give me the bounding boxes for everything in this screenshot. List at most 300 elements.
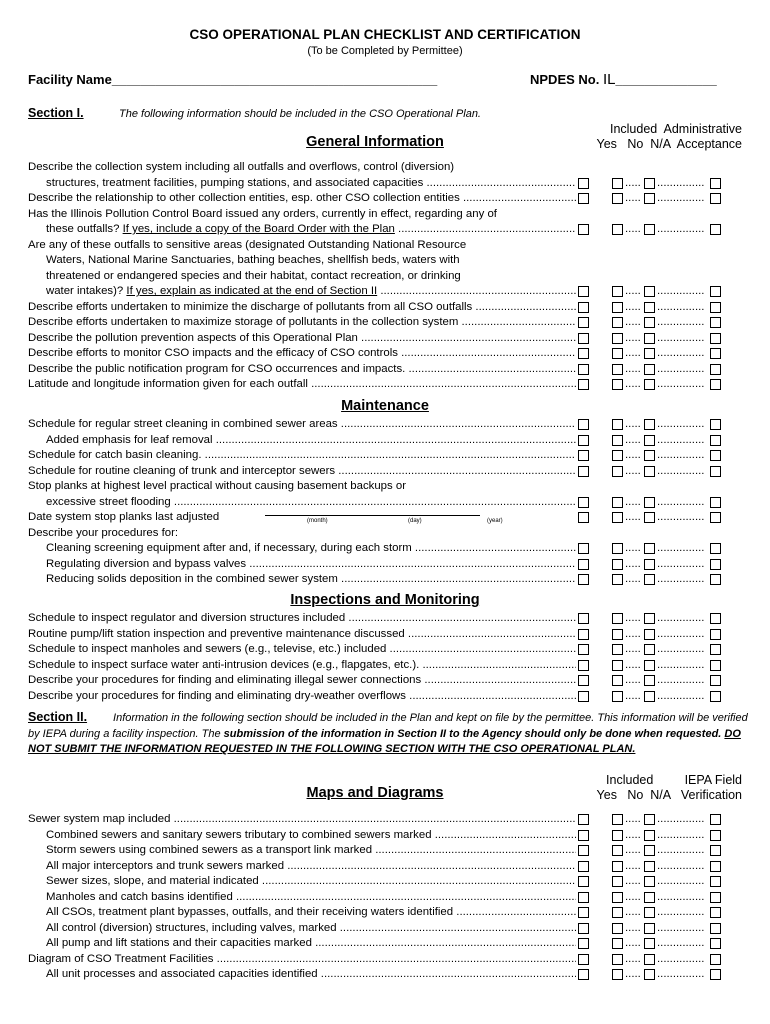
item-label: Diagram of CSO Treatment Facilities	[28, 952, 214, 965]
checklist-row	[28, 433, 728, 449]
item-instruction: If yes, explain as indicated at the end of Section II	[126, 285, 378, 297]
na-checkbox[interactable]	[644, 923, 655, 934]
na-checkbox[interactable]	[644, 691, 655, 702]
yes-checkbox[interactable]	[578, 861, 589, 872]
na-checkbox[interactable]	[644, 497, 655, 508]
leader-dots: ...............	[657, 921, 705, 934]
acceptance-checkbox[interactable]	[710, 286, 721, 297]
leader-dots: .....	[625, 300, 641, 313]
yes-checkbox[interactable]	[578, 512, 589, 523]
leader-dots: ...............	[657, 464, 705, 477]
leader-dots: ...............	[657, 347, 705, 359]
item-label: Schedule for regular street cleaning in combined sewer areas	[28, 418, 338, 430]
acceptance-checkbox[interactable]	[710, 193, 721, 204]
na-checkbox[interactable]	[644, 364, 655, 375]
acceptance-checkbox[interactable]	[710, 923, 721, 934]
checklist-row	[28, 207, 728, 223]
no-checkbox[interactable]	[612, 861, 623, 872]
checklist-item-text	[28, 689, 576, 705]
na-checkbox[interactable]	[644, 333, 655, 344]
yes-checkbox[interactable]	[578, 364, 589, 375]
na-checkbox[interactable]	[644, 660, 655, 671]
checklist-item-text	[28, 300, 576, 316]
leader-dots: ...............	[657, 285, 705, 297]
checklist-row	[28, 859, 728, 875]
acceptance-checkbox[interactable]	[710, 613, 721, 624]
no-checkbox[interactable]	[612, 512, 623, 523]
leader-dots: .....	[625, 378, 641, 390]
acceptance-checkbox[interactable]	[710, 814, 721, 825]
no-checkbox[interactable]	[612, 364, 623, 375]
acceptance-checkbox[interactable]	[710, 450, 721, 461]
yes-checkbox[interactable]	[578, 302, 589, 313]
yes-checkbox[interactable]	[578, 224, 589, 235]
checklist-item-text	[28, 812, 576, 828]
checklist-row	[28, 967, 728, 983]
no-checkbox[interactable]	[612, 954, 623, 965]
section-2-label: Section II.	[28, 710, 88, 724]
checklist-row	[28, 315, 728, 331]
checklist-item-text	[28, 526, 576, 542]
yes-checkbox[interactable]	[578, 450, 589, 461]
item-label: Latitude and longitude information given for each outfall	[28, 378, 308, 390]
yes-checkbox[interactable]	[578, 938, 589, 949]
acceptance-checkbox[interactable]	[710, 830, 721, 841]
acceptance-checkbox[interactable]	[710, 938, 721, 949]
yes-checkbox[interactable]	[578, 845, 589, 856]
section-2-note-bold: submission of the information in Section II to the Agency should only be done when requested.	[223, 727, 722, 740]
leader-dots: ...............	[657, 828, 705, 841]
na-checkbox[interactable]	[644, 938, 655, 949]
no-checkbox[interactable]	[612, 574, 623, 585]
leader-dots: ...............	[657, 192, 705, 204]
item-label: All major interceptors and trunk sewers marked	[46, 859, 285, 872]
leader-dots: ...............	[657, 362, 705, 375]
na-checkbox[interactable]	[644, 629, 655, 640]
acceptance-checkbox[interactable]	[710, 497, 721, 508]
acceptance-checkbox[interactable]	[710, 969, 721, 980]
checklist-row	[28, 238, 728, 254]
checklist-row	[28, 284, 728, 300]
checklist-row	[28, 222, 728, 238]
no-checkbox[interactable]	[612, 660, 623, 671]
yes-checkbox[interactable]	[578, 466, 589, 477]
item-instruction: If yes, include a copy of the Board Order with the Plan	[122, 223, 395, 235]
acceptance-checkbox[interactable]	[710, 224, 721, 235]
leader-dots: .....	[625, 968, 641, 980]
no-checkbox[interactable]	[612, 629, 623, 640]
checklist-item-text	[46, 874, 576, 890]
leader-dots: .....	[625, 875, 641, 887]
yes-checkbox[interactable]	[578, 333, 589, 344]
item-label: Schedule for routine cleaning of trunk and interceptor sewers	[28, 464, 336, 477]
no-checkbox[interactable]	[612, 938, 623, 949]
item-label: Describe the collection system including all outfalls and overflows, control (diversion)	[28, 161, 455, 173]
leader-dots: .....	[625, 828, 641, 841]
leader-dots: ...............	[657, 176, 705, 189]
no-checkbox[interactable]	[612, 559, 623, 570]
acceptance-checkbox[interactable]	[710, 379, 721, 390]
checklist-row	[28, 479, 728, 495]
no-checkbox[interactable]	[612, 907, 623, 918]
item-label: Has the Illinois Pollution Control Board issued any orders, currently in effect, regarding any of	[28, 207, 497, 220]
yes-checkbox[interactable]	[578, 559, 589, 570]
yes-checkbox[interactable]	[578, 193, 589, 204]
facility-name-label: Facility Name	[28, 72, 112, 87]
checklist-row	[28, 936, 728, 952]
checklist-row	[28, 627, 728, 643]
leader-dots: .....	[625, 844, 641, 856]
yes-checkbox[interactable]	[578, 954, 589, 965]
leader-dots: .....	[625, 627, 641, 640]
checklist-item-text	[46, 253, 576, 269]
checklist-item-text	[28, 191, 576, 207]
acceptance-checkbox[interactable]	[710, 861, 721, 872]
item-label: Sewer sizes, slope, and material indicated	[46, 875, 259, 887]
checklist-item-text	[46, 495, 576, 511]
checklist-item-text	[28, 952, 576, 968]
acceptance-checkbox[interactable]	[710, 691, 721, 702]
na-checkbox[interactable]	[644, 466, 655, 477]
checklist-row	[28, 464, 728, 480]
checklist-item-text	[28, 673, 576, 689]
na-checkbox[interactable]	[644, 419, 655, 430]
no-checkbox[interactable]	[612, 613, 623, 624]
na-checkbox[interactable]	[644, 830, 655, 841]
leader-dots: ...............	[657, 433, 705, 446]
yes-checkbox[interactable]	[578, 178, 589, 189]
leader-dots: ...............	[657, 627, 705, 640]
no-checkbox[interactable]	[612, 497, 623, 508]
leader-dots: ...............	[657, 511, 705, 523]
yes-checkbox[interactable]	[578, 969, 589, 980]
yes-checkbox[interactable]	[578, 876, 589, 887]
no-checkbox[interactable]	[612, 379, 623, 390]
checklist-item-text	[28, 479, 576, 495]
item-label: Sewer system map included	[28, 813, 171, 825]
na-checkbox[interactable]	[644, 512, 655, 523]
na-checkbox[interactable]	[644, 814, 655, 825]
na-checkbox[interactable]	[644, 348, 655, 359]
item-label: these outfalls?	[46, 223, 123, 235]
no-checkbox[interactable]	[612, 193, 623, 204]
column-header-options: Yes No N/A Acceptance	[596, 137, 742, 151]
no-checkbox[interactable]	[612, 845, 623, 856]
section-1-note: The following information should be included in the CSO Operational Plan.	[119, 108, 481, 120]
leader-dots: .....	[625, 192, 641, 204]
checklist-row	[28, 673, 728, 689]
yes-checkbox[interactable]	[578, 907, 589, 918]
checklist-row	[28, 448, 728, 464]
item-label: Describe your procedures for:	[28, 526, 179, 539]
leader-dots: .....	[625, 906, 641, 918]
leader-dots: .....	[625, 511, 641, 523]
no-checkbox[interactable]	[612, 317, 623, 328]
no-checkbox[interactable]	[612, 830, 623, 841]
na-checkbox[interactable]	[644, 543, 655, 554]
leader-dots: ...............	[657, 612, 705, 624]
na-checkbox[interactable]	[644, 644, 655, 655]
na-checkbox[interactable]	[644, 435, 655, 446]
yes-checkbox[interactable]	[578, 660, 589, 671]
acceptance-checkbox[interactable]	[710, 317, 721, 328]
leader-dots: ...............	[657, 449, 705, 461]
acceptance-checkbox[interactable]	[710, 892, 721, 903]
acceptance-checkbox[interactable]	[710, 629, 721, 640]
leader-dots: .....	[625, 331, 641, 344]
checklist-row	[28, 495, 728, 511]
leader-dots: .....	[625, 674, 641, 686]
leader-dots: .....	[625, 495, 641, 508]
na-checkbox[interactable]	[644, 613, 655, 624]
acceptance-checkbox[interactable]	[710, 660, 721, 671]
item-label: Added emphasis for leaf removal	[46, 433, 213, 446]
no-checkbox[interactable]	[612, 178, 623, 189]
na-checkbox[interactable]	[644, 450, 655, 461]
document-subtitle: (To be Completed by Permittee)	[307, 45, 463, 57]
checklist-row	[28, 526, 728, 542]
leader-dots: .....	[625, 542, 641, 554]
item-label: Manholes and catch basins identified	[46, 890, 233, 903]
acceptance-checkbox[interactable]	[710, 466, 721, 477]
na-checkbox[interactable]	[644, 876, 655, 887]
na-checkbox[interactable]	[644, 178, 655, 189]
yes-checkbox[interactable]	[578, 286, 589, 297]
checklist-item-text	[28, 346, 576, 362]
item-label: Schedule for catch basin cleaning.	[28, 449, 202, 461]
yes-checkbox[interactable]	[578, 543, 589, 554]
no-checkbox[interactable]	[612, 450, 623, 461]
checklist-item-text	[28, 331, 576, 347]
section-2-note-text: Information in the following section should be included in the Plan and kept on file by the permittee. This information will be verified by IEPA during a facility inspection. The	[28, 712, 748, 740]
no-checkbox[interactable]	[612, 302, 623, 313]
checklist-row	[28, 362, 728, 378]
acceptance-checkbox[interactable]	[710, 543, 721, 554]
npdes-line: ______________	[615, 72, 717, 87]
yes-checkbox[interactable]	[578, 613, 589, 624]
leader-dots: .....	[625, 347, 641, 359]
leader-dots: .....	[625, 418, 641, 430]
no-checkbox[interactable]	[612, 923, 623, 934]
acceptance-checkbox[interactable]	[710, 644, 721, 655]
na-checkbox[interactable]	[644, 317, 655, 328]
no-checkbox[interactable]	[612, 466, 623, 477]
checklist-row	[28, 611, 728, 627]
no-checkbox[interactable]	[612, 543, 623, 554]
no-checkbox[interactable]	[612, 814, 623, 825]
acceptance-checkbox[interactable]	[710, 302, 721, 313]
no-checkbox[interactable]	[612, 691, 623, 702]
leader-dots: .....	[625, 362, 641, 375]
na-checkbox[interactable]	[644, 892, 655, 903]
na-checkbox[interactable]	[644, 559, 655, 570]
acceptance-checkbox[interactable]	[710, 364, 721, 375]
checklist-row	[28, 346, 728, 362]
na-checkbox[interactable]	[644, 286, 655, 297]
na-checkbox[interactable]	[644, 969, 655, 980]
leader-dots: .....	[625, 859, 641, 872]
npdes-number-field[interactable]	[530, 72, 717, 88]
checklist-item-text	[28, 207, 576, 223]
leader-dots: ...............	[657, 331, 705, 344]
leader-dots: ...............	[657, 316, 705, 328]
yes-checkbox[interactable]	[578, 379, 589, 390]
leader-dots: .....	[625, 612, 641, 624]
leader-dots: .....	[625, 937, 641, 949]
no-checkbox[interactable]	[612, 286, 623, 297]
column-header-included-2: Included IEPA Field	[606, 773, 742, 787]
maps-diagrams-heading: Maps and Diagrams	[306, 785, 444, 801]
yes-checkbox[interactable]	[578, 629, 589, 640]
acceptance-checkbox[interactable]	[710, 907, 721, 918]
checklist-item-text	[28, 642, 576, 658]
acceptance-checkbox[interactable]	[710, 559, 721, 570]
acceptance-checkbox[interactable]	[710, 435, 721, 446]
acceptance-checkbox[interactable]	[710, 845, 721, 856]
checklist-row	[28, 689, 728, 705]
acceptance-checkbox[interactable]	[710, 419, 721, 430]
npdes-prefix: IL	[602, 71, 616, 88]
na-checkbox[interactable]	[644, 954, 655, 965]
acceptance-checkbox[interactable]	[710, 348, 721, 359]
item-label: All unit processes and associated capacities identified	[46, 968, 318, 980]
item-label: Waters, National Marine Sanctuaries, bathing beaches, shellfish beds, waters with	[46, 254, 460, 266]
checklist-item-text	[46, 843, 576, 859]
acceptance-checkbox[interactable]	[710, 954, 721, 965]
facility-name-field[interactable]	[28, 72, 437, 88]
item-label: Regulating diversion and bypass valves	[46, 557, 247, 570]
na-checkbox[interactable]	[644, 302, 655, 313]
section-2-warning: DO NOT SUBMIT THE INFORMATION REQUESTED IN THE FOLLOWING SECTION WITH THE CSO OPERATIONAL PLAN.	[28, 727, 741, 755]
date-day-label: (day)	[408, 518, 422, 524]
checklist-row	[28, 905, 728, 921]
yes-checkbox[interactable]	[578, 419, 589, 430]
yes-checkbox[interactable]	[578, 691, 589, 702]
leader-dots: ...............	[657, 378, 705, 390]
no-checkbox[interactable]	[612, 419, 623, 430]
checklist-item-text	[46, 433, 576, 449]
no-checkbox[interactable]	[612, 892, 623, 903]
yes-checkbox[interactable]	[578, 892, 589, 903]
checklist-item-text	[46, 269, 576, 285]
column-header-included: Included Administrative	[609, 122, 742, 136]
leader-dots: .....	[625, 557, 641, 570]
no-checkbox[interactable]	[612, 224, 623, 235]
no-checkbox[interactable]	[612, 435, 623, 446]
leader-dots: .....	[625, 643, 641, 655]
checklist-row	[28, 417, 728, 433]
item-label: All CSOs, treatment plant bypasses, outfalls, and their receiving waters identified	[46, 906, 454, 918]
yes-checkbox[interactable]	[578, 644, 589, 655]
checklist-item-text	[28, 658, 576, 674]
yes-checkbox[interactable]	[578, 675, 589, 686]
checklist-row	[28, 269, 728, 285]
yes-checkbox[interactable]	[578, 497, 589, 508]
checklist-row	[28, 377, 728, 393]
checklist-row	[28, 572, 728, 588]
checklist-item-text	[28, 627, 576, 643]
checklist-item-text	[46, 222, 576, 238]
checklist-item-text	[46, 905, 576, 921]
no-checkbox[interactable]	[612, 348, 623, 359]
yes-checkbox[interactable]	[578, 830, 589, 841]
checklist-item-text	[28, 362, 576, 378]
checklist-row	[28, 874, 728, 890]
acceptance-checkbox[interactable]	[710, 675, 721, 686]
checklist-row	[28, 510, 728, 526]
no-checkbox[interactable]	[612, 333, 623, 344]
stop-plank-date-line[interactable]	[265, 515, 503, 524]
acceptance-checkbox[interactable]	[710, 178, 721, 189]
na-checkbox[interactable]	[644, 379, 655, 390]
maintenance-heading: Maintenance	[341, 398, 429, 414]
acceptance-checkbox[interactable]	[710, 876, 721, 887]
checklist-item-text	[28, 448, 576, 464]
na-checkbox[interactable]	[644, 224, 655, 235]
na-checkbox[interactable]	[644, 861, 655, 872]
leader-dots: .....	[625, 464, 641, 477]
checklist-item-text	[46, 557, 576, 573]
acceptance-checkbox[interactable]	[710, 512, 721, 523]
leader-dots: ...............	[657, 495, 705, 508]
na-checkbox[interactable]	[644, 574, 655, 585]
no-checkbox[interactable]	[612, 644, 623, 655]
checklist-row	[28, 828, 728, 844]
na-checkbox[interactable]	[644, 907, 655, 918]
na-checkbox[interactable]	[644, 845, 655, 856]
item-label: structures, treatment facilities, pumping stations, and associated capacities	[46, 176, 424, 189]
yes-checkbox[interactable]	[578, 923, 589, 934]
yes-checkbox[interactable]	[578, 348, 589, 359]
checklist-item-text	[28, 417, 576, 433]
section-1-label: Section I.	[28, 106, 84, 120]
yes-checkbox[interactable]	[578, 814, 589, 825]
item-label: Storm sewers using combined sewers as a transport link marked	[46, 844, 373, 856]
leader-dots: ...............	[657, 937, 705, 949]
na-checkbox[interactable]	[644, 675, 655, 686]
checklist-item-text	[46, 890, 576, 906]
item-label: All control (diversion) structures, including valves, marked	[46, 921, 337, 934]
leader-dots: ...............	[657, 573, 705, 585]
yes-checkbox[interactable]	[578, 574, 589, 585]
na-checkbox[interactable]	[644, 193, 655, 204]
checklist-item-text	[46, 541, 576, 557]
checklist-row	[28, 176, 728, 192]
item-label: Schedule to inspect surface water anti-intrusion devices (e.g., flapgates, etc.).	[28, 658, 420, 671]
yes-checkbox[interactable]	[578, 435, 589, 446]
item-label: Routine pump/lift station inspection and preventive maintenance discussed	[28, 627, 405, 640]
checklist-row	[28, 557, 728, 573]
item-label: threatened or endangered species and their habitat, contact recreation, or drinking	[46, 269, 461, 282]
leader-dots: .....	[625, 921, 641, 934]
checklist-row	[28, 541, 728, 557]
no-checkbox[interactable]	[612, 969, 623, 980]
yes-checkbox[interactable]	[578, 317, 589, 328]
no-checkbox[interactable]	[612, 876, 623, 887]
general-information-heading: General Information	[306, 134, 444, 150]
acceptance-checkbox[interactable]	[710, 333, 721, 344]
item-label: Cleaning screening equipment after and, if necessary, during each storm	[46, 542, 412, 554]
checklist-row	[28, 658, 728, 674]
item-label: Describe efforts to monitor CSO impacts and the efficacy of CSO controls	[28, 347, 398, 359]
checklist-row	[28, 890, 728, 906]
acceptance-checkbox[interactable]	[710, 574, 721, 585]
checklist-row	[28, 843, 728, 859]
document-title: CSO OPERATIONAL PLAN CHECKLIST AND CERTIFICATION	[189, 27, 581, 42]
leader-dots: ...............	[657, 557, 705, 570]
item-label: Date system stop planks last adjusted	[28, 511, 220, 523]
no-checkbox[interactable]	[612, 675, 623, 686]
